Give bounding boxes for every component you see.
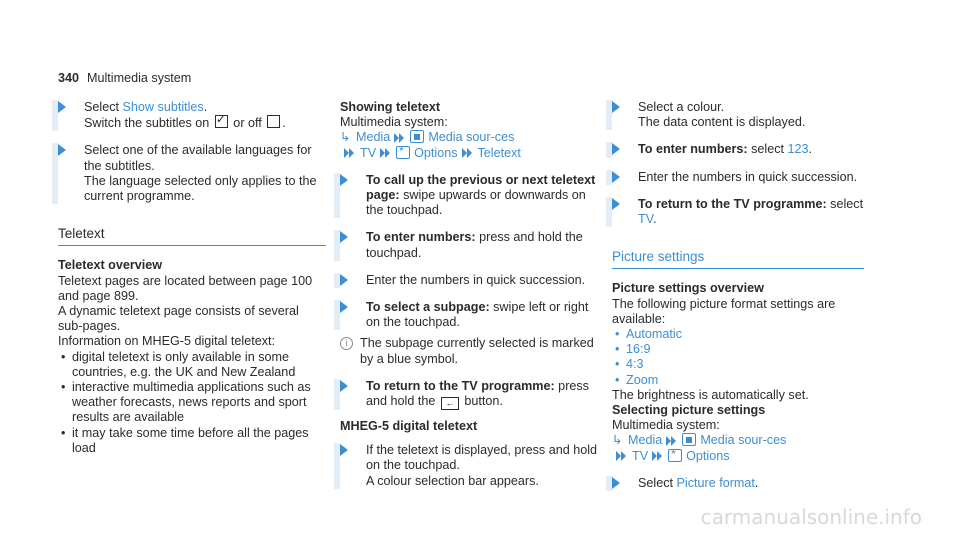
path-start-icon: ↳ <box>612 433 623 448</box>
step-picture-format: Select Picture format. <box>606 476 864 491</box>
step-arrow-icon <box>612 171 620 183</box>
format-zoom[interactable]: • Zoom <box>612 373 864 388</box>
menu-path-2-cont <box>612 449 864 464</box>
step-prev-next-page: To call up the previous or next teletext page: swipe upwards or downwards on the touchpad. <box>334 173 605 219</box>
path-teletext[interactable]: Teletext <box>477 145 521 160</box>
menu-path <box>340 130 605 145</box>
step-enter-quick: Enter the numbers in quick succession. <box>334 273 605 288</box>
step-arrow-icon <box>612 101 620 113</box>
list-item: • interactive multimedia applications such as weather forecasts, news reports and sport results are available <box>58 380 326 426</box>
double-chevron-icon <box>380 148 392 158</box>
column-3: Select a colour. The data content is displayed. To enter numbers: select 123. Enter the numbers in quick succession. To return to the TV programme: select TV. Picture settings Picture settings overview The following picture format settings are available: • Automatic • 16:9 • 4:3 • Zoom The brightness is automatically set. Selecting picture settings Multimedia system: ↳ Media Media sour-ces TV* Options Select Picture format. <box>612 100 864 491</box>
mheg-heading: MHEG-5 digital teletext <box>340 419 478 434</box>
link-tv[interactable]: TV <box>638 212 653 227</box>
double-chevron-icon <box>462 148 474 158</box>
step-arrow-icon <box>340 174 348 186</box>
options-icon <box>668 449 682 462</box>
column-1: Select Show subtitles. Switch the subtitles on ✓ or off . Select one of the available languages for the subtitles. The language selected only applies to the current programme. Teletext Teletext overview Teletext pages are located between page 100 and page 899. A dynamic teletext page consists of several sub-pages. Information on MHEG-5 digital teletext: • digital teletext is only available in some countries, e.g. the UK and New Zealand • interactive multimedia applications such as weather forecasts, news reports and sport results are available • it may take some time before all the pages load <box>58 100 326 456</box>
step-arrow-icon <box>340 380 348 392</box>
picture-format-link[interactable]: Picture format <box>676 475 755 490</box>
selecting-heading: Selecting picture settings <box>612 403 766 418</box>
page-number: 340 <box>58 71 80 85</box>
step-arrow-icon <box>612 143 620 155</box>
step-show-subtitles: Select Show subtitles. Switch the subtitles on ✓ or off . <box>52 100 326 131</box>
section-title-picture-settings: Picture settings <box>612 249 864 269</box>
path-media[interactable]: Media <box>356 130 391 145</box>
step-enter-numbers: To enter numbers: press and hold the touchpad. <box>334 230 605 260</box>
column-2: Showing teletext Multimedia system: ↳ Media Media sour-ces TV* Options Teletext To call up the previous or next teletext page: swipe upwards or downwards on the touchpad. To enter numbers: press and hold the touchpad. Enter the numbers in quick succession. To select a subpage: swipe left or right on the touchpad. i The subpage currently selected is marked by a blue symbol. To return to the TV programme: press and hold the ← button. MHEG-5 digital teletext If the teletext is displayed, press and hold on the touchpad. A colour selection bar appears. <box>340 100 605 489</box>
options-icon <box>396 146 410 159</box>
step-return-tv: To return to the TV programme: press and hold the ← button. <box>334 379 605 410</box>
path-media[interactable]: Media <box>628 433 663 448</box>
step-select-colour: Select a colour. The data content is displayed. <box>606 100 864 130</box>
format-16-9[interactable]: • 16:9 <box>612 342 864 357</box>
section-title-teletext: Teletext <box>58 226 326 246</box>
step-mheg: If the teletext is displayed, press and hold on the touchpad. A colour selection bar appears. <box>334 443 605 489</box>
step-arrow-icon <box>340 444 348 456</box>
page-header <box>58 71 191 86</box>
path-start-icon: ↳ <box>340 130 351 145</box>
format-automatic[interactable]: • Automatic <box>612 327 864 342</box>
media-source-icon <box>410 130 424 143</box>
showing-teletext-heading: Showing teletext <box>340 100 441 114</box>
step-select-subpage: To select a subpage: swipe left or right on the touchpad. <box>334 300 605 330</box>
step-arrow-icon <box>612 198 620 210</box>
menu-path-cont <box>340 146 605 161</box>
path-tv[interactable]: TV <box>360 145 377 160</box>
picture-overview-heading: Picture settings overview <box>612 281 764 296</box>
menu-path-2 <box>612 433 864 448</box>
tip-note: i The subpage currently selected is marked by a blue symbol. <box>340 336 605 366</box>
step-select-language: Select one of the available languages for the subtitles. The language selected only applies to the current programme. <box>52 143 326 204</box>
step-arrow-icon <box>340 274 348 286</box>
step-enter-quick-2: Enter the numbers in quick succession. <box>606 170 864 185</box>
step-enter-numbers-123: To enter numbers: select 123. <box>606 142 864 157</box>
path-options[interactable]: Options <box>414 145 458 160</box>
step-arrow-icon <box>612 477 620 489</box>
step-arrow-icon <box>340 301 348 313</box>
path-options[interactable]: Options <box>686 448 730 463</box>
page-header-title: Multimedia system <box>87 71 192 85</box>
watermark: carmanualsonline.info <box>700 504 922 529</box>
double-chevron-icon <box>616 451 628 461</box>
media-source-icon <box>682 433 696 446</box>
checkbox-checked-icon <box>215 115 228 128</box>
path-tv[interactable]: TV <box>632 448 649 463</box>
back-button-icon: ← <box>441 397 459 410</box>
step-arrow-icon <box>340 231 348 243</box>
list-item: • it may take some time before all the pages load <box>58 426 326 456</box>
show-subtitles-link[interactable]: Show subtitles <box>122 100 204 114</box>
double-chevron-icon <box>666 436 678 446</box>
info-icon: i <box>340 337 353 350</box>
double-chevron-icon <box>394 133 406 143</box>
path-media-sources[interactable]: Media sour-ces <box>700 433 787 448</box>
teletext-overview-heading: Teletext overview <box>58 258 163 273</box>
step-arrow-icon <box>58 101 66 113</box>
double-chevron-icon <box>344 148 356 158</box>
double-chevron-icon <box>652 451 664 461</box>
path-media-sources[interactable]: Media sour-ces <box>428 130 515 145</box>
format-4-3[interactable]: • 4:3 <box>612 357 864 372</box>
checkbox-empty-icon <box>267 115 280 128</box>
list-item: • digital teletext is only available in some countries, e.g. the UK and New Zealand <box>58 350 326 380</box>
step-arrow-icon <box>58 144 66 156</box>
step-return-tv-select: To return to the TV programme: select TV. <box>606 197 864 227</box>
link-123[interactable]: 123 <box>787 142 809 157</box>
